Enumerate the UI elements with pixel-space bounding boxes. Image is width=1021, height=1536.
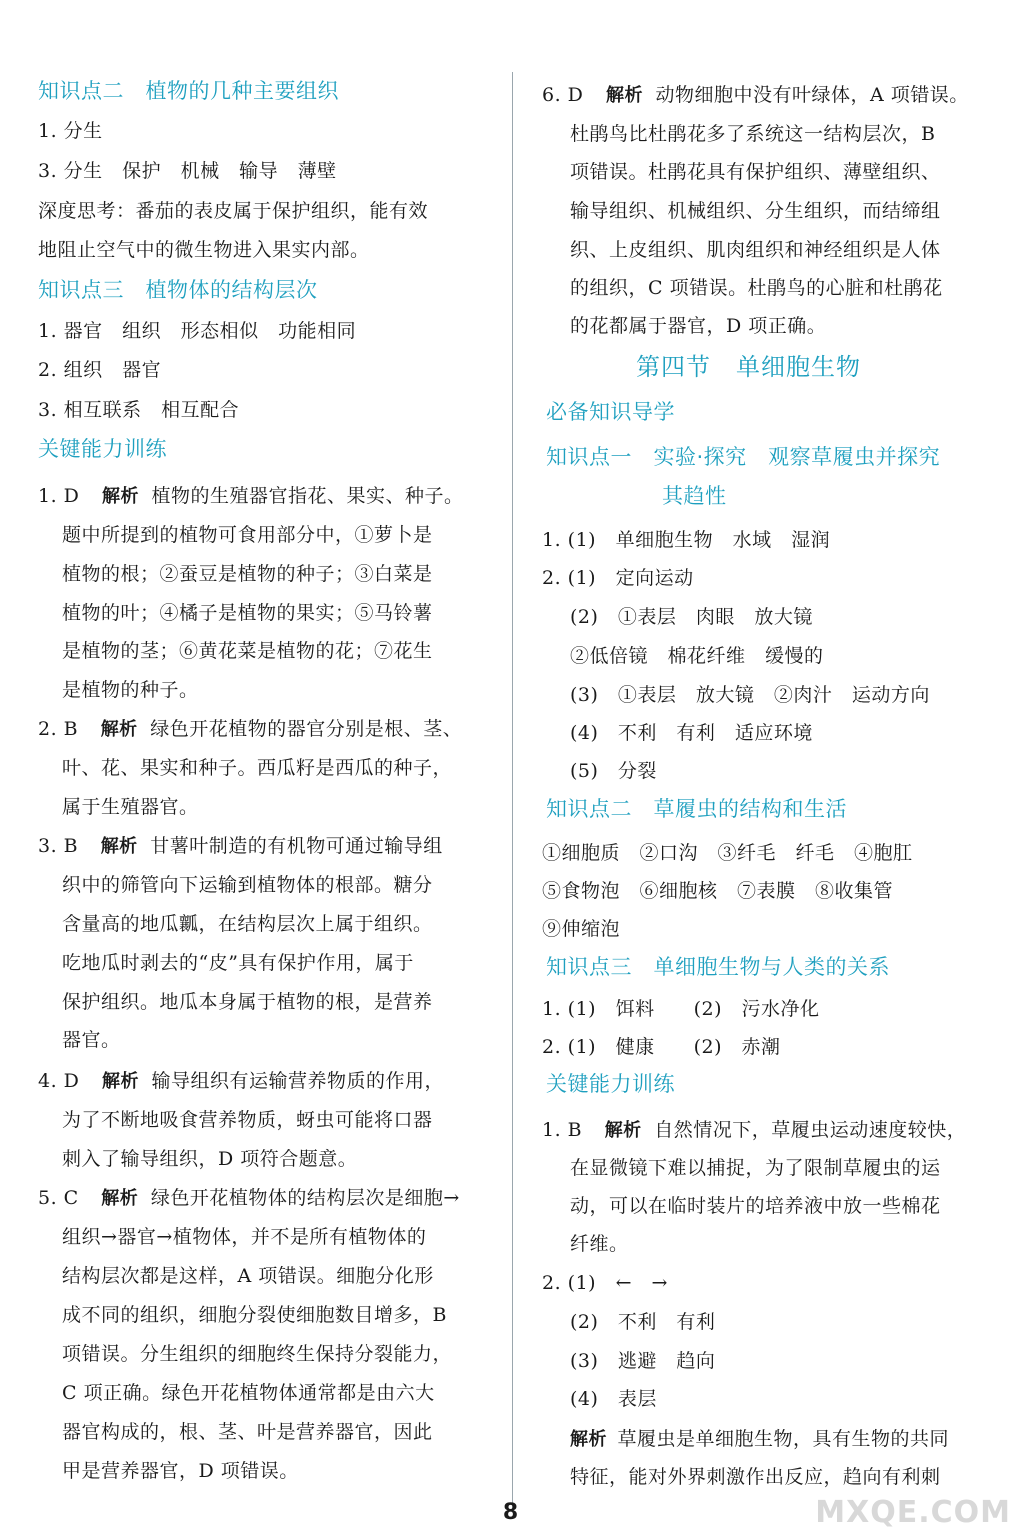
analysis-line: [570, 1426, 949, 1453]
question-line: [38, 716, 462, 743]
analysis-text: 自然情况下，草履虫运动速度较快，: [654, 1119, 967, 1141]
answer-line: ⑤食物泡 ⑥细胞核 ⑦表膜 ⑧收集管: [542, 880, 894, 902]
answer-line: 1. (1) 单细胞生物 水域 湿润: [542, 529, 831, 551]
question-number: 2. B: [38, 718, 79, 740]
answer-line: (4) 不利 有利 适应环境: [570, 722, 813, 744]
section-heading: 关键能力训练: [38, 437, 167, 461]
answer-line: ②低倍镜 棉花纤维 缓慢的: [570, 645, 824, 667]
answer-line: (2) 不利 有利: [570, 1311, 716, 1333]
text-line: 深度思考：番茄的表皮属于保护组织，能有效: [38, 200, 429, 222]
text-line: 保护组织。地瓜本身属于植物的根，是营养: [62, 991, 433, 1013]
answer-line: (5) 分裂: [570, 760, 657, 782]
text-line: 杜鹃鸟比杜鹃花多了系统这一结构层次，B: [570, 123, 936, 145]
text-line: 是植物的茎；⑥黄花菜是植物的花；⑦花生: [62, 640, 433, 662]
answer-line: (2) ①表层 肉眼 放大镜: [570, 606, 813, 628]
answer-line: 2. (1) ← →: [542, 1272, 668, 1294]
question-number: 3. B: [38, 835, 79, 857]
question-line: [38, 833, 443, 860]
text-line: 输导组织、机械组织、分生组织，而结缔组: [570, 200, 941, 222]
answer-line: 2. (1) 定向运动: [542, 567, 694, 589]
answer-line: (3) 逃避 趋向: [570, 1350, 716, 1372]
text-line: 纤维。: [570, 1233, 629, 1255]
text-line: 动，可以在临时装片的培养液中放一些棉花: [570, 1195, 941, 1217]
answer-line: 1. 分生: [38, 120, 103, 142]
analysis-label: 解析: [101, 1188, 139, 1209]
answer-line: 3. 相互联系 相互配合: [38, 399, 240, 421]
section-heading: 知识点一 实验·探究 观察草履虫并探究: [546, 445, 941, 469]
answer-line: (3) ①表层 放大镜 ②肉汁 运动方向: [570, 684, 930, 706]
section-heading: 知识点三 单细胞生物与人类的关系: [546, 955, 890, 979]
text-line: C 项正确。绿色开花植物体通常都是由六大: [62, 1382, 435, 1404]
column-divider: [512, 72, 513, 1512]
text-line: 为了不断地吸食营养物质，蚜虫可能将口器: [62, 1109, 433, 1131]
text-line: 吃地瓜时剥去的“皮”具有保护作用，属于: [62, 952, 414, 974]
text-line: 是植物的种子。: [62, 679, 199, 701]
text-line: 结构层次都是这样，A 项错误。细胞分化形: [62, 1265, 434, 1287]
analysis-text: 甘薯叶制造的有机物可通过输导组: [150, 835, 443, 857]
text-line: 特征，能对外界刺激作出反应，趋向有利刺: [570, 1466, 941, 1488]
section-heading: 知识点二 植物的几种主要组织: [38, 79, 339, 103]
question-line: [38, 483, 464, 510]
analysis-text: 植物的生殖器官指花、果实、种子。: [151, 485, 464, 507]
analysis-label: 解析: [100, 719, 138, 740]
analysis-label: 解析: [101, 486, 139, 507]
text-line: 甲是营养器官，D 项错误。: [62, 1460, 299, 1482]
question-number: 4. D: [38, 1070, 80, 1092]
answer-line: 2. (1) 健康 (2) 赤潮: [542, 1036, 781, 1058]
text-line: 组织→器官→植物体，并不是所有植物体的: [62, 1226, 427, 1248]
text-line: 植物的根；②蚕豆是植物的种子；③白菜是: [62, 563, 433, 585]
answer-line: 1. (1) 饵料 (2) 污水净化: [542, 998, 820, 1020]
text-line: 织、上皮组织、肌肉组织和神经组织是人体: [570, 239, 941, 261]
analysis-label: 解析: [101, 1071, 139, 1092]
text-line: 在显微镜下难以捕捉，为了限制草履虫的运: [570, 1157, 941, 1179]
answer-line: 2. 组织 器官: [38, 359, 162, 381]
analysis-text: 草履虫是单细胞生物，具有生物的共同: [617, 1428, 950, 1450]
analysis-label: 解析: [100, 836, 138, 857]
text-line: 的组织，C 项错误。杜鹃鸟的心脏和杜鹃花: [570, 277, 943, 299]
text-line: 织中的筛管向下运输到植物体的根部。糖分: [62, 874, 433, 896]
answer-line: ⑨伸缩泡: [542, 918, 621, 940]
text-line: 植物的叶；④橘子是植物的果实；⑤马铃薯: [62, 602, 433, 624]
question-line: [38, 1068, 444, 1095]
question-number: 1. B: [542, 1119, 583, 1141]
question-line: [542, 82, 969, 109]
answer-line: ①细胞质 ②口沟 ③纤毛 纤毛 ④胞肛: [542, 842, 913, 864]
answer-line: 3. 分生 保护 机械 输导 薄壁: [38, 160, 337, 182]
section-heading: 知识点二 草履虫的结构和生活: [546, 797, 847, 821]
answer-line: (4) 表层: [570, 1388, 657, 1410]
analysis-label: 解析: [604, 1120, 642, 1141]
section-heading: 关键能力训练: [546, 1072, 675, 1096]
text-line: 题中所提到的植物可食用部分中，①萝卜是: [62, 524, 433, 546]
text-line: 含量高的地瓜瓤，在结构层次上属于组织。: [62, 913, 433, 935]
watermark: MXQE.COM: [815, 1495, 1011, 1530]
chapter-title: 第四节 单细胞生物: [636, 353, 861, 381]
section-heading: 知识点三 植物体的结构层次: [38, 278, 318, 302]
text-line: 叶、花、果实和种子。西瓜籽是西瓜的种子，: [62, 757, 453, 779]
analysis-text: 绿色开花植物的器官分别是根、茎、: [150, 718, 463, 740]
analysis-text: 动物细胞中没有叶绿体，A 项错误。: [655, 84, 969, 106]
question-number: 1. D: [38, 485, 80, 507]
text-line: 器官。: [62, 1029, 121, 1051]
section-heading: 必备知识导学: [546, 400, 675, 424]
section-heading-cont: 其趋性: [662, 484, 727, 508]
analysis-text: 绿色开花植物体的结构层次是细胞→: [150, 1187, 460, 1209]
text-line: 刺入了输导组织，D 项符合题意。: [62, 1148, 358, 1170]
answer-line: 1. 器官 组织 形态相似 功能相同: [38, 320, 357, 342]
question-number: 5. C: [38, 1187, 79, 1209]
analysis-label: 解析: [605, 85, 643, 106]
text-line: 属于生殖器官。: [62, 796, 199, 818]
text-line: 项错误。杜鹃花具有保护组织、薄壁组织、: [570, 161, 941, 183]
question-line: [542, 1117, 966, 1144]
page-number: 8: [502, 1500, 519, 1525]
text-line: 器官构成的，根、茎、叶是营养器官，因此: [62, 1421, 433, 1443]
question-line: [38, 1185, 460, 1212]
analysis-text: 输导组织有运输营养物质的作用，: [151, 1070, 445, 1092]
analysis-label: 解析: [570, 1429, 607, 1450]
text-line: 项错误。分生组织的细胞终生保持分裂能力，: [62, 1343, 453, 1365]
text-line: 地阻止空气中的微生物进入果实内部。: [38, 239, 370, 261]
text-line: 成不同的组织，细胞分裂使细胞数目增多，B: [62, 1304, 447, 1326]
question-number: 6. D: [542, 84, 584, 106]
text-line: 的花都属于器官，D 项正确。: [570, 315, 827, 337]
